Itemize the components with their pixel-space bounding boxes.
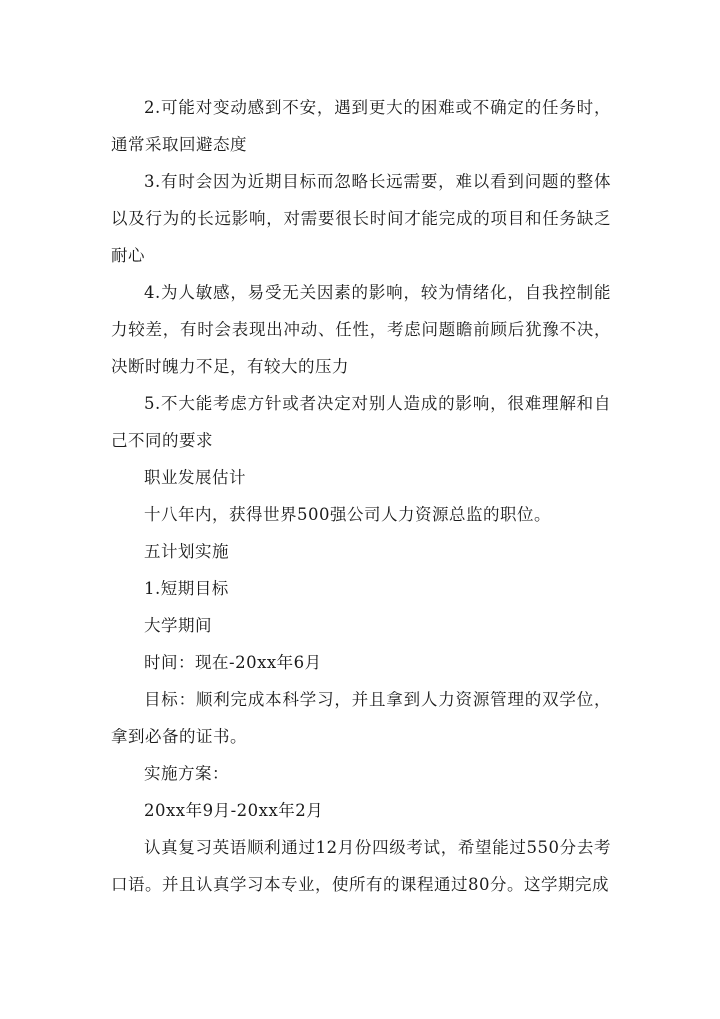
paragraph-time: 时间：现在-20xx年6月 xyxy=(144,653,322,672)
document-body xyxy=(111,89,611,903)
section-heading-career-estimate: 职业发展估计 xyxy=(144,468,246,487)
subheading-implementation: 实施方案： xyxy=(144,764,229,783)
paragraph-target: 目标：顺利完成本科学习，并且拿到人力资源管理的双学位，拿到必备的证书。 xyxy=(111,690,611,746)
paragraph-weakness-2: 2.可能对变动感到不安，遇到更大的困难或不确定的任务时，通常采取回避态度 xyxy=(111,98,611,154)
paragraph-weakness-4: 4.为人敏感，易受无关因素的影响，较为情绪化，自我控制能力较差，有时会表现出冲动、任性，考虑问题瞻前顾后犹豫不决，决断时魄力不足，有较大的压力 xyxy=(111,283,611,376)
paragraph-weakness-5: 5.不大能考虑方针或者决定对别人造成的影响，很难理解和自己不同的要求 xyxy=(111,394,611,450)
subheading-short-term: 1.短期目标 xyxy=(144,579,229,598)
section-heading-plan: 五计划实施 xyxy=(144,542,229,561)
paragraph-date-range: 20xx年9月-20xx年2月 xyxy=(144,801,324,820)
subheading-university: 大学期间 xyxy=(144,616,212,635)
paragraph-study-plan: 认真复习英语顺利通过12月份四级考试，希望能过550分去考口语。并且认真学习本专业，使所有的课程通过80分。这学期完成 xyxy=(111,838,611,894)
paragraph-career-goal: 十八年内，获得世界500强公司人力资源总监的职位。 xyxy=(144,505,551,524)
paragraph-weakness-3: 3.有时会因为近期目标而忽略长远需要，难以看到问题的整体以及行为的长远影响，对需要很长时间才能完成的项目和任务缺乏耐心 xyxy=(111,172,611,265)
